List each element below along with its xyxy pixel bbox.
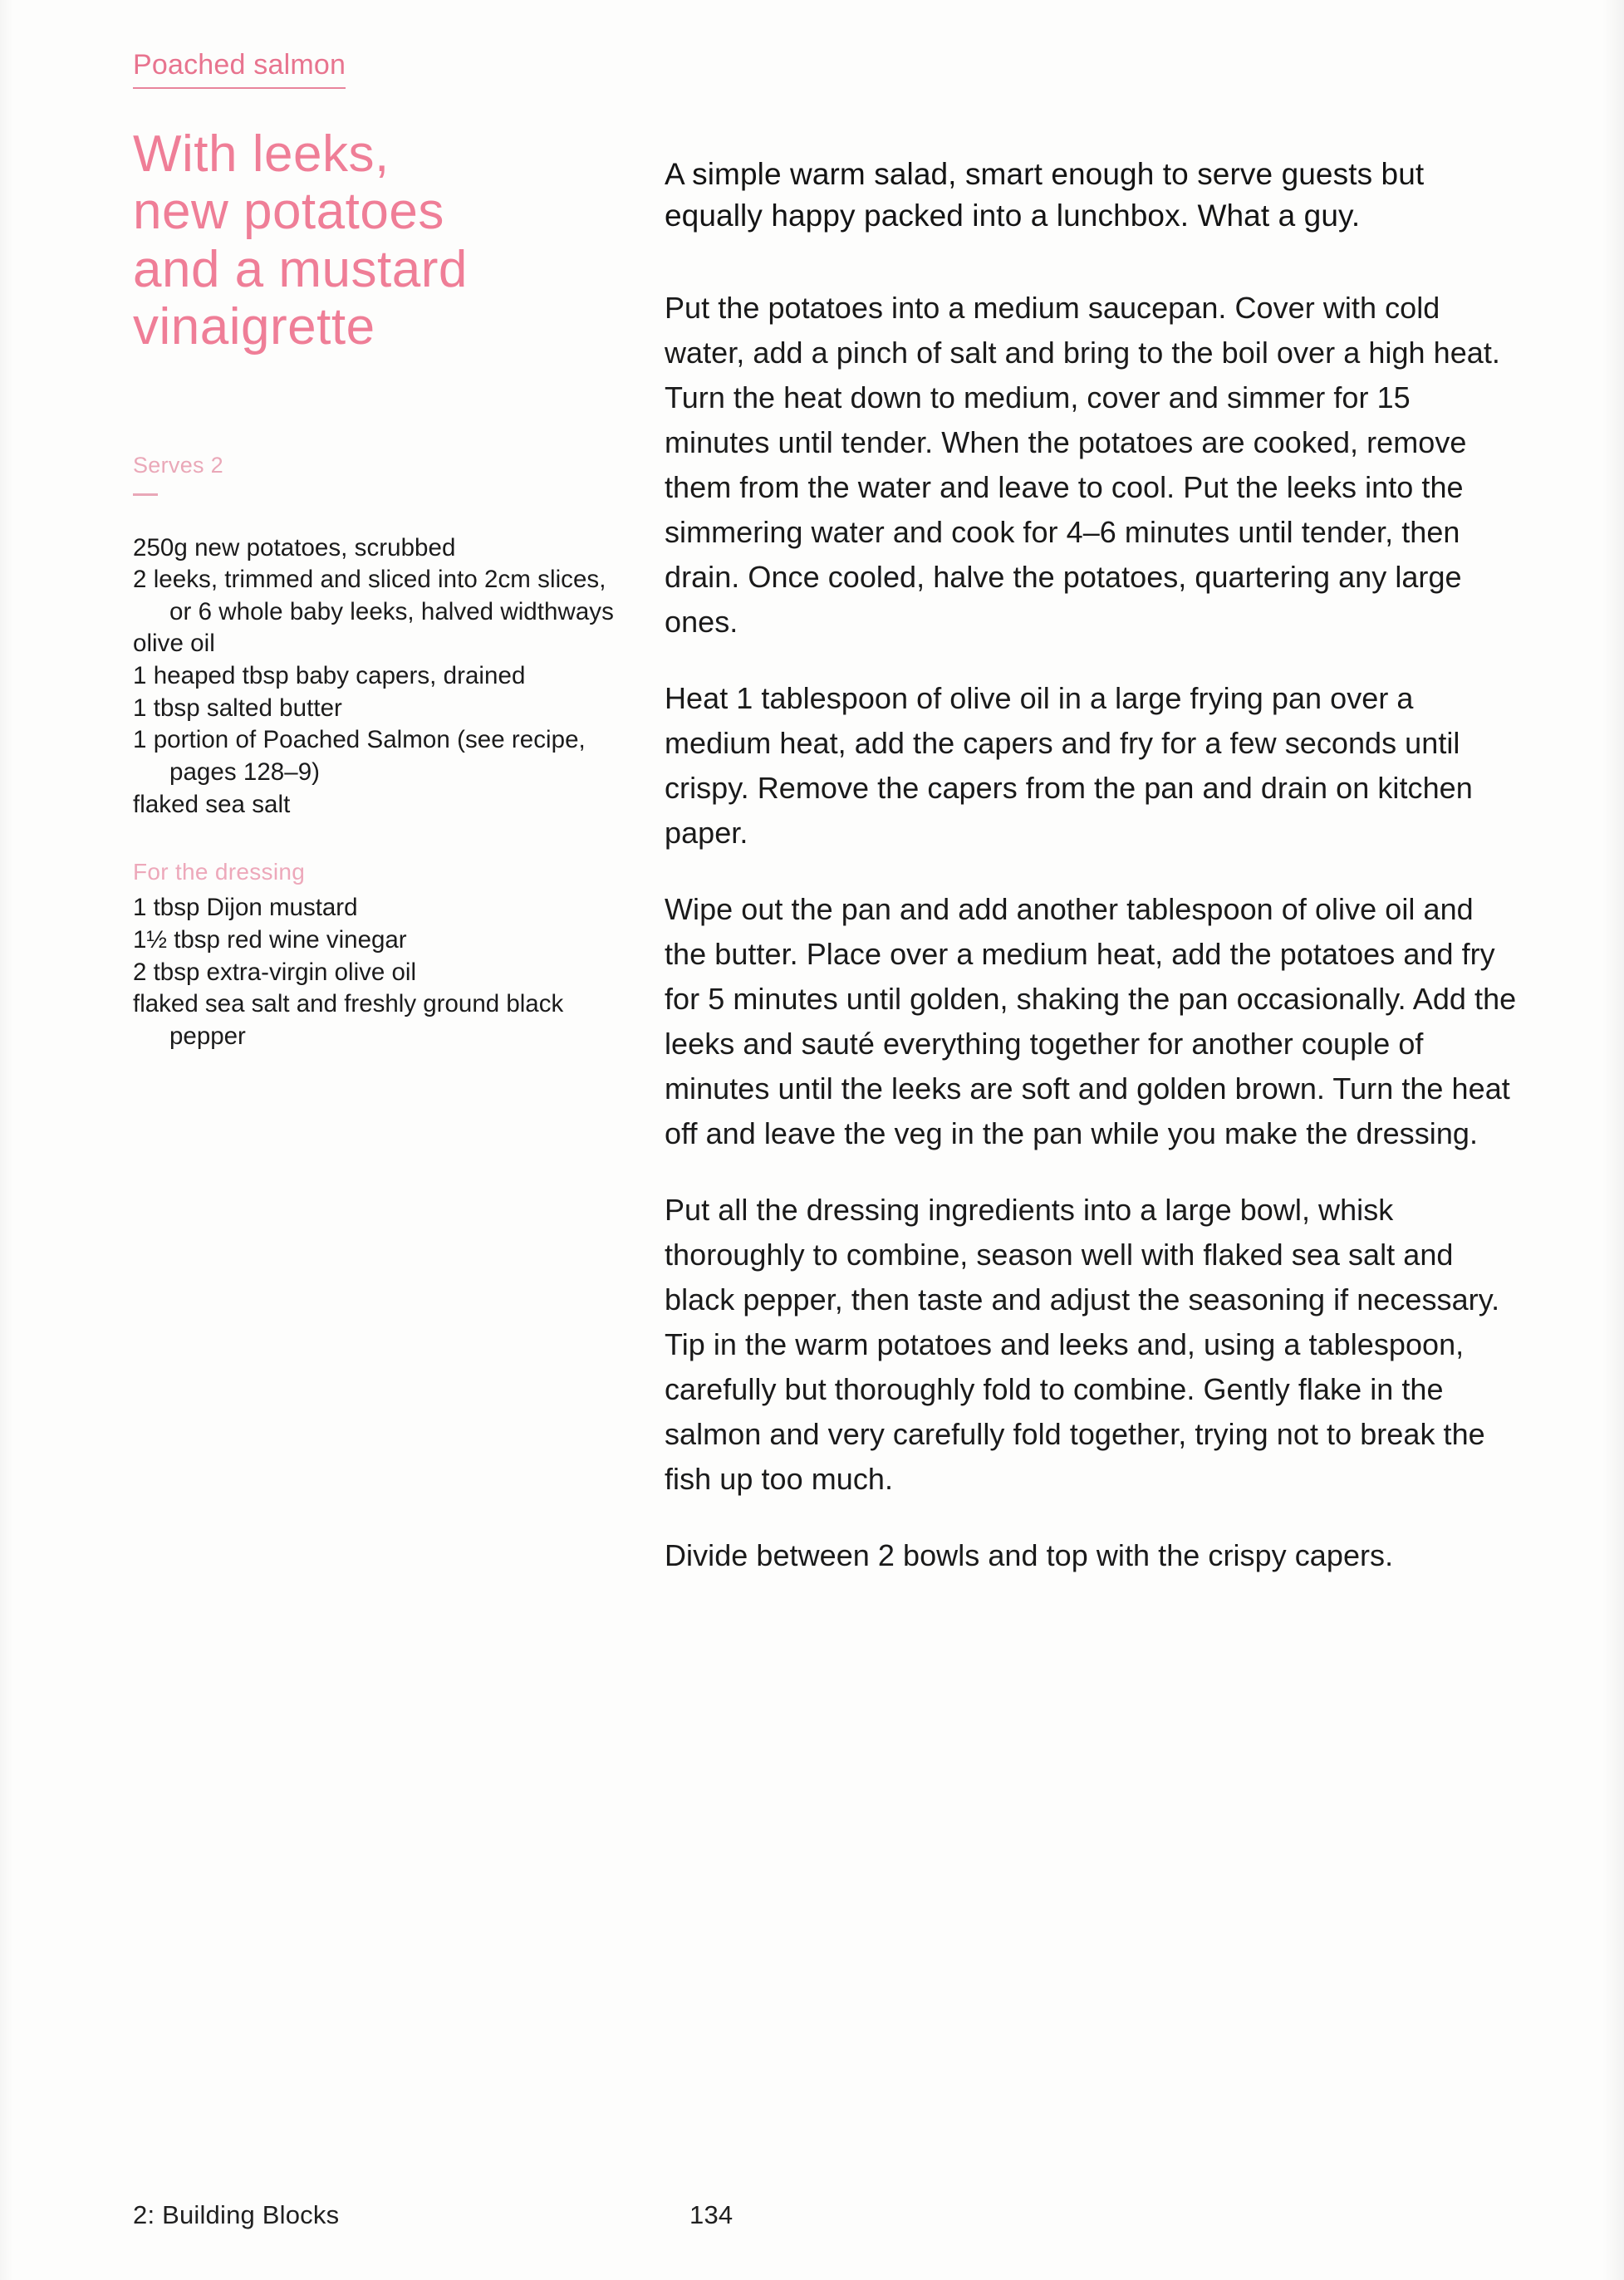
serves-label: Serves 2	[133, 452, 223, 478]
title-line: With leeks,	[133, 125, 390, 183]
page-title	[133, 125, 631, 356]
list-item: 1 portion of Poached Salmon (see recipe, pages 128–9)	[133, 726, 593, 787]
ingredients-list	[133, 532, 631, 821]
method-paragraph: Wipe out the pan and add another tablespoon of olive oil and the butter. Place over a medium heat, add the potatoes and fry for 5 minutes until golden, shaking the pan occasionally. Add the leeks and sauté everything together for another couple of minutes until the leeks are soft and golden brown. Turn the heat off and leave the veg in the pan while you make the dressing.	[665, 891, 1517, 1150]
list-item: flaked sea salt	[133, 790, 291, 818]
intro-paragraph: A simple warm salad, smart enough to serve guests but equally happy packed into a lunchbox. What a guy.	[665, 157, 1425, 233]
list-item: 1 tbsp salted butter	[133, 694, 342, 722]
title-line: new potatoes	[133, 183, 444, 241]
left-column	[133, 48, 631, 1053]
scan-edge-left	[0, 0, 13, 2280]
method-paragraph: Heat 1 tablespoon of olive oil in a large frying pan over a medium heat, add the capers and fry for a few seconds until crispy. Remove the capers from the pan and drain on kitchen paper.	[665, 680, 1473, 850]
list-item: 1½ tbsp red wine vinegar	[133, 925, 407, 954]
list-item: 1 heaped tbsp baby capers, drained	[133, 662, 526, 690]
list-item: olive oil	[133, 630, 215, 658]
title-line: and a mustard	[133, 240, 468, 298]
method-paragraph: Put the potatoes into a medium saucepan. Cover with cold water, add a pinch of salt and bring to the boil over a high heat. Turn the heat down to medium, cover and simmer for 15 minutes until tender. When the potatoes are cooked, remove them from the water and leave to cool. Put the leeks into the simmering water and cook for 4–6 minutes until tender, then drain. Once cooled, halve the potatoes, quartering any large ones.	[665, 290, 1500, 639]
scan-gutter-shadow	[1602, 0, 1624, 2280]
title-line: vinaigrette	[133, 298, 375, 356]
footer-chapter-label: 2: Building Blocks	[133, 2200, 340, 2229]
list-item: 250g new potatoes, scrubbed	[133, 533, 456, 561]
list-item: flaked sea salt and freshly ground black pepper	[133, 990, 571, 1050]
method-paragraph: Put all the dressing ingredients into a large bowl, whisk thoroughly to combine, season well with flaked sea salt and black pepper, then taste and adjust the seasoning if necessary. Tip in the warm potatoes and leeks and, using a tablespoon, carefully but thoroughly fold to combine. Gently flake in the salmon and very carefully fold together, trying not to break the fish up too much.	[665, 1192, 1500, 1496]
list-item: 2 leeks, trimmed and sliced into 2cm slices, or 6 whole baby leeks, halved widthways	[133, 566, 614, 625]
page-number: 134	[689, 2200, 733, 2229]
recipe-kicker: Poached salmon	[133, 48, 346, 89]
method-steps	[665, 286, 1520, 1578]
right-column	[665, 154, 1520, 1578]
list-item: 2 tbsp extra-virgin olive oil	[133, 958, 417, 986]
method-paragraph: Divide between 2 bowls and top with the crispy capers.	[665, 1537, 1394, 1572]
dressing-ingredients-list	[133, 892, 631, 1052]
serves-divider	[133, 493, 158, 496]
list-item: 1 tbsp Dijon mustard	[133, 894, 358, 922]
dressing-heading: For the dressing	[133, 859, 306, 885]
